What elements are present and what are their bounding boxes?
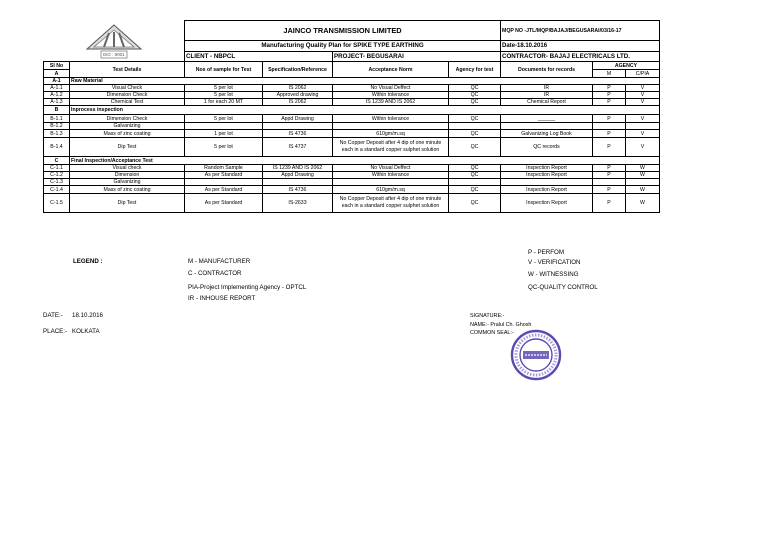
cell-cpia (626, 179, 660, 186)
place-label: PLACE:- (43, 328, 68, 335)
cell-docs: Galvanizing Log Book (501, 130, 593, 138)
cell-docs: IR (501, 85, 593, 92)
cell-agency (449, 179, 501, 186)
col-header-test: Test Details (70, 62, 185, 78)
cell-m: P (593, 99, 626, 106)
cell-norm: 610gm/m.sq (333, 130, 449, 138)
cell-norm: Within tolerance (333, 172, 449, 179)
cell-test: Mass of zinc coating (70, 130, 185, 138)
cell-test: Mass of zinc coating (70, 186, 185, 194)
cell-docs: QC records (501, 138, 593, 157)
cell-sl: B-1.1 (44, 115, 70, 123)
table-row (44, 99, 660, 106)
col-header-cpia: C/PIA (626, 70, 660, 78)
cell-agency: QC (449, 172, 501, 179)
client-name: CLIENT - NBPCL (185, 52, 333, 62)
cell-cpia: V (626, 130, 660, 138)
cell-test: Dimension Check (70, 115, 185, 123)
cell-cpia (626, 123, 660, 130)
cell-test: Visual Check (70, 85, 185, 92)
cell-agency: QC (449, 99, 501, 106)
col-header-samples: Nos of sample for Test (185, 62, 263, 78)
cell-norm: No Copper Deposit after 4 dip of one minute each in a standard copper sulphet solution (333, 194, 449, 213)
table-row (44, 194, 660, 213)
cell-docs: Inspection Report (501, 172, 593, 179)
cell-norm: 610gm/m.sq (333, 186, 449, 194)
cell-docs: Inspection Report (501, 194, 593, 213)
cell-agency: QC (449, 138, 501, 157)
cell-agency: QC (449, 130, 501, 138)
cell-spec: Appd Drawing (263, 115, 333, 123)
table-row (44, 179, 660, 186)
cell-agency: QC (449, 115, 501, 123)
company-logo (44, 21, 185, 62)
cell-norm: IS 1239 AND IS 2062 (333, 99, 449, 106)
cell-test: Dip Test (70, 138, 185, 157)
plan-date: Date-18.10.2016 (501, 41, 660, 52)
company-seal-stamp (510, 329, 562, 381)
col-header-sl: Sl No (44, 62, 70, 70)
table-row (44, 130, 660, 138)
cell-samples (185, 179, 263, 186)
cell-norm: No Visual Deffect (333, 165, 449, 172)
cell-sl: B-1.4 (44, 138, 70, 157)
legend-witnessing: W - WITNESSING (528, 271, 579, 278)
iso-label: ISO : 9001 (102, 52, 125, 58)
cell-test: Dimension (70, 172, 185, 179)
col-header-m: M (593, 70, 626, 78)
cell-spec: IS-2633 (263, 194, 333, 213)
col-header-docs: Documents for records (501, 62, 593, 78)
cell-spec: Approved drawing (263, 92, 333, 99)
date-label: DATE:- (43, 312, 63, 319)
cell-samples: Random Sample (185, 165, 263, 172)
project-name: PROJECT- BEGUSARAI (333, 52, 501, 62)
col-header-norm: Acceptance Norm (333, 62, 449, 78)
cell-spec: IS 2062 (263, 85, 333, 92)
cell-docs: Chemical Report (501, 99, 593, 106)
quality-plan-sheet (43, 20, 660, 213)
cell-m: P (593, 92, 626, 99)
col-header-spec: Specification/Reference (263, 62, 333, 78)
section-title: Raw Material (70, 78, 660, 85)
cell-docs: Inspection Report (501, 186, 593, 194)
table-row (44, 115, 660, 123)
cell-test: Dimension Check (70, 92, 185, 99)
cell-sl: A-1.2 (44, 92, 70, 99)
cell-docs: IR (501, 92, 593, 99)
cell-m: P (593, 194, 626, 213)
table-row (44, 186, 660, 194)
cell-samples: 5 per lot (185, 85, 263, 92)
cell-m: P (593, 172, 626, 179)
cell-samples: 5 per lot (185, 138, 263, 157)
table-row (44, 172, 660, 179)
cell-spec (263, 179, 333, 186)
cell-cpia: V (626, 138, 660, 157)
cell-sl: B-1.2 (44, 123, 70, 130)
legend-label: LEGEND : (73, 258, 103, 265)
table-row (44, 85, 660, 92)
cell-agency: QC (449, 194, 501, 213)
cell-samples (185, 123, 263, 130)
cell-samples: As per Standard (185, 172, 263, 179)
cell-norm: No Visual Deffect (333, 85, 449, 92)
cell-test: Visual check (70, 165, 185, 172)
cell-agency: QC (449, 186, 501, 194)
cell-norm: No Copper Deposit after 4 dip of one minute each in a standard copper sulphet solution (333, 138, 449, 157)
cell-samples: 1 per lot (185, 130, 263, 138)
cell-docs: Inspection Report (501, 165, 593, 172)
section-title: Inprocess inspection (70, 106, 660, 115)
cell-m: P (593, 130, 626, 138)
cell-m: P (593, 186, 626, 194)
legend-qc: QC-QUALITY CONTROL (528, 284, 598, 291)
legend-contractor: C - CONTRACTOR (188, 270, 242, 277)
cell-sl: C-1.3 (44, 179, 70, 186)
cell-cpia: W (626, 194, 660, 213)
date-value: 18.10.2016 (72, 312, 103, 319)
cell-norm: Within tolerance (333, 92, 449, 99)
cell-cpia: V (626, 85, 660, 92)
signatory-name: NAME:- Pralul Ch. Ghosh (470, 322, 532, 328)
legend-manufacturer: M - MANUFACTURER (188, 258, 251, 265)
cell-m (593, 179, 626, 186)
place-value: KOLKATA (72, 328, 100, 335)
cell-cpia: W (626, 172, 660, 179)
cell-norm: Within tolerance (333, 115, 449, 123)
cell-m: P (593, 138, 626, 157)
cell-m: P (593, 85, 626, 92)
legend-verification: V - VERIFICATION (528, 259, 581, 266)
cell-spec: IS 4736 (263, 130, 333, 138)
cell-cpia: V (626, 92, 660, 99)
cell-docs (501, 179, 593, 186)
cell-m: P (593, 115, 626, 123)
section-sl: B (44, 106, 70, 115)
cell-spec: IS 2062 (263, 99, 333, 106)
plan-title: Manufacturing Quality Plan for SPIKE TYPE EARTHING (185, 41, 501, 52)
section-sl: A-1 (44, 78, 70, 85)
section-title: Final Inspection/Acceptance Test (70, 157, 660, 165)
mqp-number: MQP NO -JTL/MQP/BAJAJ/BEGUSARAI/03/16-17 (501, 21, 660, 41)
cell-agency: QC (449, 85, 501, 92)
col-header-agency-group: AGENCY (593, 62, 660, 70)
cell-test: Chemical Test (70, 99, 185, 106)
cell-cpia: V (626, 99, 660, 106)
cell-spec (263, 123, 333, 130)
cell-samples: 5 per lot (185, 92, 263, 99)
col-header-agency: Agency for test (449, 62, 501, 78)
cell-spec: IS 4737 (263, 138, 333, 157)
cell-cpia: V (626, 115, 660, 123)
cell-samples: As per Standard (185, 194, 263, 213)
cell-m (593, 123, 626, 130)
cell-m: P (593, 165, 626, 172)
cell-sl: C-1.1 (44, 165, 70, 172)
legend-perform: P - PERFOM (528, 249, 564, 256)
cell-agency: QC (449, 92, 501, 99)
company-name: JAINCO TRANSMISSION LIMITED (185, 21, 501, 41)
cell-test: Dip Test (70, 194, 185, 213)
cell-sl: C-1.5 (44, 194, 70, 213)
cell-sl: A-1.1 (44, 85, 70, 92)
cell-samples: As per Standard (185, 186, 263, 194)
cell-spec: IS 4736 (263, 186, 333, 194)
table-row (44, 165, 660, 172)
cell-sl: C-1.2 (44, 172, 70, 179)
cell-docs (501, 123, 593, 130)
cell-samples: 1 for each 20 MT (185, 99, 263, 106)
legend-ir: IR - INHOUSE REPORT (188, 295, 256, 302)
cell-agency (449, 123, 501, 130)
table-row (44, 123, 660, 130)
common-seal-label: COMMON SEAL:- (470, 330, 514, 336)
cell-test: Galvanizing (70, 123, 185, 130)
cell-test: Galvanizing (70, 179, 185, 186)
cell-sl: B-1.3 (44, 130, 70, 138)
signature-label: SIGNATURE:- (470, 313, 505, 319)
cell-cpia: W (626, 165, 660, 172)
cell-norm (333, 123, 449, 130)
quality-plan-table (43, 20, 660, 213)
section-sl: A (44, 70, 70, 78)
table-row (44, 138, 660, 157)
section-sl: C (44, 157, 70, 165)
table-row (44, 92, 660, 99)
cell-spec: IS 1239 AND IS 2062 (263, 165, 333, 172)
cell-docs: ______ (501, 115, 593, 123)
cell-cpia: W (626, 186, 660, 194)
cell-norm (333, 179, 449, 186)
cell-spec: Appd Drawing (263, 172, 333, 179)
legend-pia: PIA-Project Implementing Agency - OPTCL (188, 284, 307, 291)
cell-agency: QC (449, 165, 501, 172)
cell-sl: C-1.4 (44, 186, 70, 194)
contractor-name: CONTRACTOR- BAJAJ ELECTRICALS LTD. (501, 52, 660, 62)
cell-sl: A-1.3 (44, 99, 70, 106)
cell-samples: 5 per lot (185, 115, 263, 123)
